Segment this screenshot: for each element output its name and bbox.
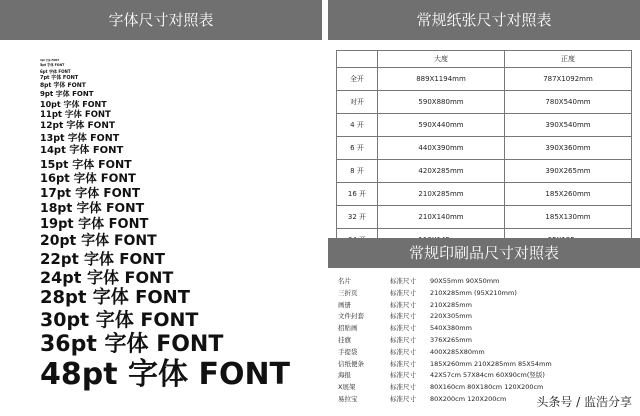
paper-format-cell: 6 开 [337, 137, 378, 160]
paper-size-cell: 889X1194mm [378, 68, 505, 91]
paper-format-cell: 对开 [337, 91, 378, 114]
paper-size-cell: 420X285mm [378, 160, 505, 183]
paper-size-cell: 390X540mm [505, 114, 632, 137]
watermark: 头条号 / 监浩分享 [536, 395, 632, 409]
paper-size-cell: 590X440mm [378, 114, 505, 137]
print-item-name: 三折页 [338, 288, 358, 297]
print-item-size: 540X380mm [430, 324, 472, 333]
table-row [337, 160, 632, 183]
paper-size-cell: 210X140mm [378, 206, 505, 229]
print-item-size: 80X200cm 120X200cm [430, 395, 507, 403]
print-item-size: 400X285X80mm [430, 347, 485, 356]
print-item-name: 信纸便条 [338, 359, 364, 368]
print-item-name: 易拉宝 [338, 395, 358, 403]
table-row [337, 91, 632, 114]
print-item-name: 画册 [338, 300, 351, 309]
font-sample-line: 11pt 字体 FONT [40, 110, 111, 121]
paper-size-cell: 590X880mm [378, 91, 505, 114]
print-item-name: 文件封套 [338, 312, 364, 321]
table-row [337, 114, 632, 137]
font-sample-line: 22pt 字体 FONT [40, 249, 166, 268]
paper-format-cell: 8 开 [337, 160, 378, 183]
paper-table-header-cell: 大度 [378, 51, 505, 68]
print-item-name: 招贴画 [338, 324, 358, 333]
font-sample-line: 15pt 字体 FONT [40, 158, 132, 172]
print-item-standard: 标准尺寸 [390, 383, 416, 392]
print-item-standard: 标准尺寸 [390, 359, 416, 368]
font-sample-line: 28pt 字体 FONT [40, 287, 191, 309]
font-sample-line: 7pt 字体 FONT [40, 74, 79, 81]
print-item-size: 90X55mm 90X50mm [430, 277, 500, 285]
font-sample-line: 24pt 字体 FONT [40, 267, 174, 287]
font-sample-line: 9pt 字体 FONT [40, 90, 94, 99]
print-item-size: 210X285mm (95X210mm) [430, 288, 517, 297]
print-item-standard: 标准尺寸 [390, 371, 416, 380]
table-row [337, 137, 632, 160]
paper-size-cell: 780X540mm [505, 91, 632, 114]
paper-size-cell: 390X265mm [505, 160, 632, 183]
print-item-standard: 标准尺寸 [390, 288, 416, 297]
print-item-standard: 标准尺寸 [390, 277, 416, 285]
font-sample-line: 18pt 字体 FONT [40, 200, 145, 216]
paper-size-table-header [328, 0, 640, 40]
paper-size-cell: 185X130mm [505, 206, 632, 229]
print-item-standard: 标准尺寸 [390, 347, 416, 356]
print-item-name: 海报 [338, 371, 351, 380]
font-sample-line: 14pt 字体 FONT [40, 145, 124, 157]
font-sample-line: 19pt 字体 FONT [40, 217, 149, 233]
font-size-table-title: 字体尺寸对照表 [108, 11, 214, 29]
paper-format-cell: 16 开 [337, 183, 378, 206]
paper-size-cell: 185X260mm [505, 183, 632, 206]
print-item-standard: 标准尺寸 [390, 300, 416, 309]
print-item-name: 手提袋 [338, 347, 358, 356]
paper-size-cell: 390X360mm [505, 137, 632, 160]
font-sample-line: 20pt 字体 FONT [40, 233, 157, 250]
paper-format-cell: 32 开 [337, 206, 378, 229]
print-item-standard: 标准尺寸 [390, 312, 416, 321]
print-item-size: 80X160cm 80X180cm 120X200cm [430, 383, 544, 392]
print-item-size: 376X265mm [430, 336, 472, 344]
paper-size-table [336, 50, 632, 252]
font-sample-line: 36pt 字体 FONT [40, 332, 224, 358]
paper-size-table-title: 常规纸张尺寸对照表 [416, 11, 552, 29]
font-sample-line: 5pt 字体 FONT [40, 63, 65, 68]
font-sample-line: 12pt 字体 FONT [40, 121, 116, 132]
font-sample-line: 10pt 字体 FONT [40, 99, 107, 109]
font-size-table-header [0, 0, 322, 40]
paper-format-cell: 全开 [337, 68, 378, 91]
paper-table-header-cell [337, 51, 378, 68]
paper-size-cell: 440X390mm [378, 137, 505, 160]
font-sample-line: 13pt 字体 FONT [40, 132, 120, 144]
font-sample-line: 8pt 字体 FONT [40, 81, 86, 89]
print-item-size: 42X57cm 57X84cm 60X90cm(竖版) [430, 371, 545, 380]
print-item-standard: 标准尺寸 [390, 395, 416, 403]
print-item-standard: 标准尺寸 [390, 336, 416, 344]
paper-format-cell: 4 开 [337, 114, 378, 137]
print-item-name: 名片 [338, 277, 351, 285]
font-sample-line: 30pt 字体 FONT [40, 309, 199, 332]
table-row [337, 206, 632, 229]
print-size-table-header [328, 238, 640, 268]
font-sample-line: 6pt 字体 FONT [40, 68, 71, 74]
print-item-size: 210X285mm [430, 300, 472, 309]
font-sample-line: 4pt 字体 FONT [40, 59, 60, 62]
font-sample-line: 48pt 字体 FONT [40, 357, 291, 393]
paper-size-cell: 787X1092mm [505, 68, 632, 91]
font-sample-line: 16pt 字体 FONT [40, 170, 136, 185]
table-row [337, 68, 632, 91]
paper-table-header-cell: 正度 [505, 51, 632, 68]
print-item-name: X展架 [338, 383, 356, 392]
print-item-standard: 标准尺寸 [390, 324, 416, 333]
print-item-size: 220X305mm [430, 312, 472, 321]
table-row [337, 183, 632, 206]
print-item-size: 185X260mm 210X285mm 85X54mm [430, 359, 552, 368]
print-size-table-title: 常规印刷品尺寸对照表 [408, 244, 559, 262]
paper-size-cell: 210X285mm [378, 183, 505, 206]
font-sample-line: 17pt 字体 FONT [40, 186, 141, 201]
print-item-name: 挂旗 [338, 336, 351, 344]
